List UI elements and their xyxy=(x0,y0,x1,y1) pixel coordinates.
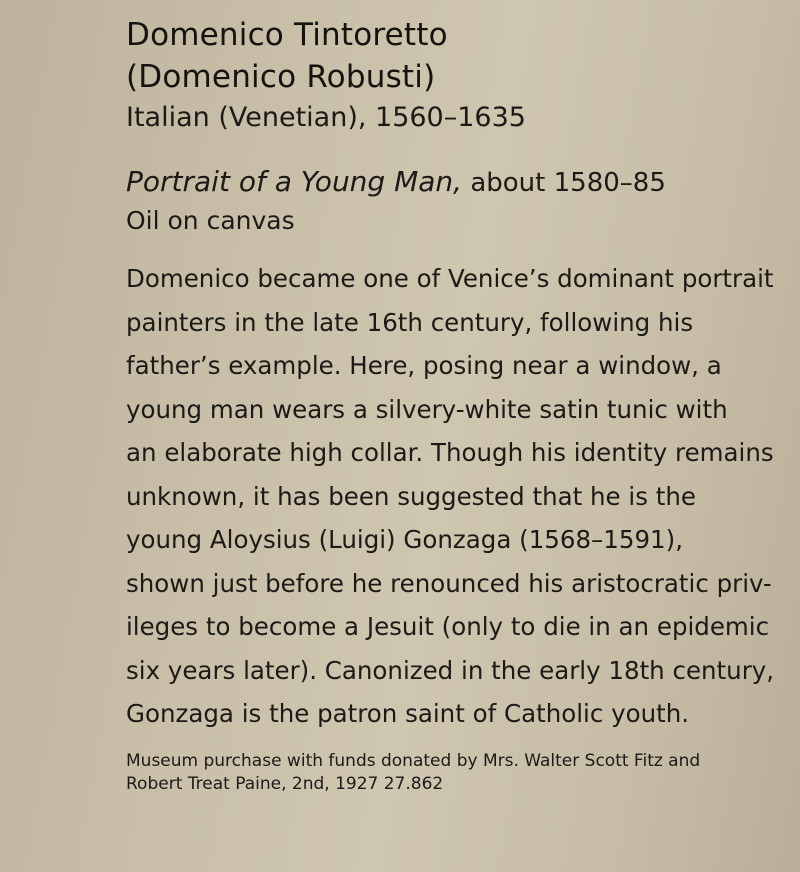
description-line: young Aloysius (Luigi) Gonzaga (1568–1591), xyxy=(126,525,683,554)
credit-line-text: Robert Treat Paine, 2nd, 1927 27.862 xyxy=(126,773,444,794)
artist-name-line-2: (Domenico Robusti) xyxy=(126,59,436,95)
description-line: Gonzaga is the patron saint of Catholic youth. xyxy=(126,699,690,728)
description-line: father’s example. Here, posing near a window, a xyxy=(126,351,722,380)
description-line: young man wears a silvery-white satin tunic with xyxy=(126,394,728,424)
description-line: ileges to become a Jesuit (only to die in an epidemic xyxy=(126,612,770,641)
description-line: unknown, it has been suggested that he is the xyxy=(126,481,696,511)
description-line: shown just before he renounced his aristocratic priv- xyxy=(126,568,772,598)
description-line: six years later). Canonized in the early 18th century, xyxy=(126,655,775,685)
work-date: about 1580–85 xyxy=(462,168,666,198)
description-line: painters in the late 16th century, following his xyxy=(126,307,694,337)
artist-name-line-1: Domenico Tintoretto xyxy=(126,17,448,53)
description-paragraph xyxy=(126,257,775,736)
museum-wall-label xyxy=(126,14,775,796)
artist-nationality-dates: Italian (Venetian), 1560–1635 xyxy=(126,102,526,133)
credit-line-text: Museum purchase with funds donated by Mrs. Walter Scott Fitz and xyxy=(126,750,701,771)
description-line: an elaborate high collar. Though his identity remains xyxy=(126,438,774,467)
credit-line xyxy=(126,750,766,796)
work-title: Portrait of a Young Man, xyxy=(126,165,463,198)
description-line: Domenico became one of Venice’s dominant portrait xyxy=(126,264,774,293)
work-medium: Oil on canvas xyxy=(126,206,295,235)
work-title-line xyxy=(126,162,766,203)
